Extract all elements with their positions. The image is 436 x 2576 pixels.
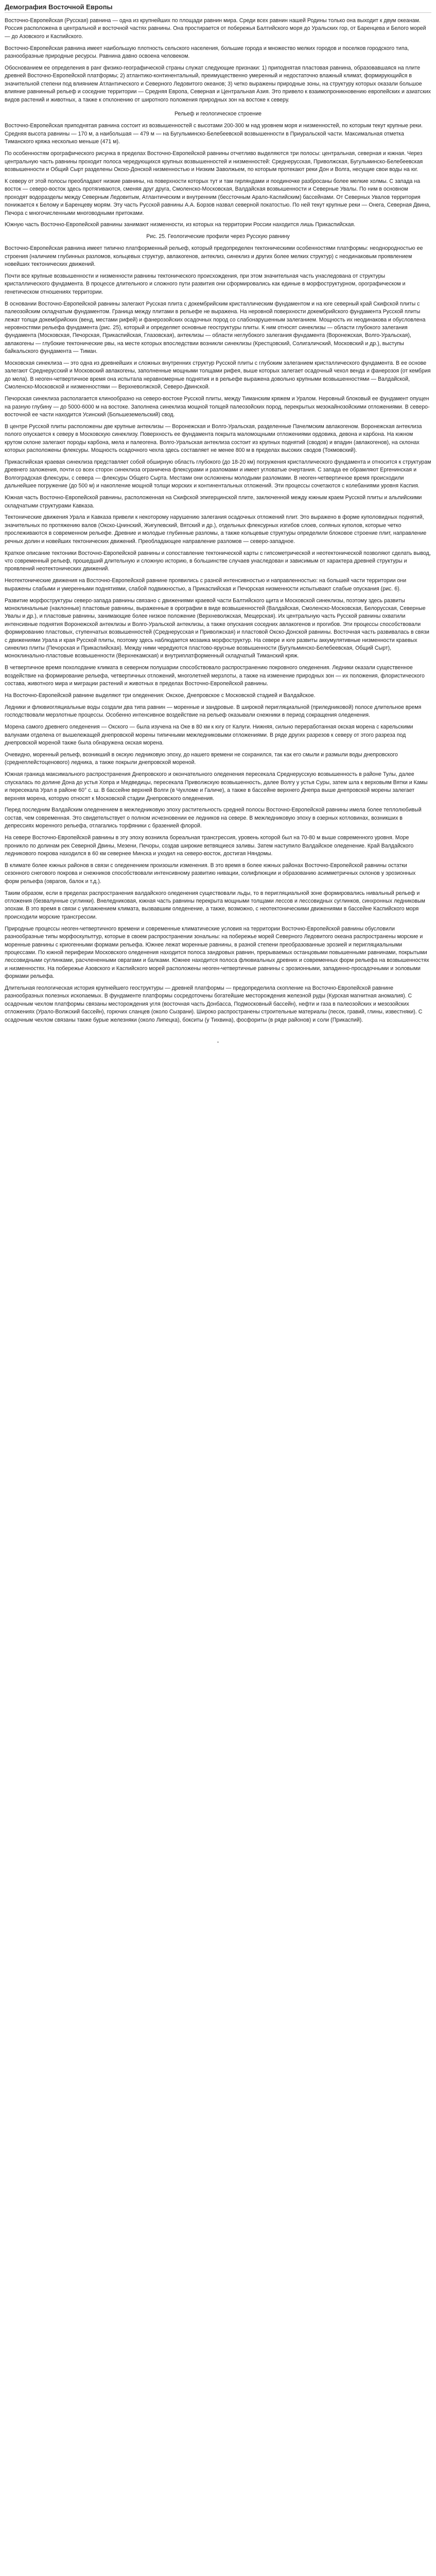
- footer-mark: •: [217, 1040, 219, 1045]
- document-page: [0, 0, 436, 1065]
- page-title: Демография Восточной Европы: [5, 3, 431, 13]
- paragraph: Природные процессы неоген-четвертичного времени и современные климатические условия на территории Восточно-Европейской равнины обусловили разнообразные типы морфоскульптур, которые в своем распространении зональны: на побережье морей Северного Ледовитого океана распространены морские и моренные равнины с криогенными формами рельефа. Южнее лежат моренные равнины, в разной степени преобразованные эрозией и перигляциальными процессами. По южной периферии Московского оледенения находится полоса зандровых равнин, прерываемых останцовыми повышенными равнинами, покрытыми лессовидными суглинками, расчлененными оврагами и балками. Южнее находится полоса флювиальных древних и современных форм рельефа на возвышенностях и низменностях. На побережье Азовского и Каспийского морей расположены неоген-четвертичные равнины с эрозионными, западинно-просадочными и эоловыми формами рельефа.: [5, 925, 429, 980]
- article-body: [5, 17, 431, 1024]
- paragraph: Очевидно, моренный рельеф, возникший в окскую ледниковую эпоху, до нашего времени не сохранился, так как его смыли и размыли воды днепровского (среднеплейстоценового) ледника, а также покрыли днепровской мореной.: [5, 752, 398, 766]
- paragraph: Длительная геологическая история крупнейшего геоструктуры — древней платформы — предопределила скопление на Восточно-Европейской равнине разнообразных полезных ископаемых. В фундаменте платформы сосредоточены богатейшие месторождения железной руды (Курская магнитная аномалия). С осадочным чехлом платформы связаны месторождения угля (восточная часть Донбасса, Подмосковный бассейн), нефти и газа в палеозойских и мезозойских отложениях (Урало-Волжский бассейн), горючих сланцев (около Сызрани). Широко распространены строительные материалы (песок, гравий, глины, известняки). С осадочным чехлом связаны также бурые железняки (около Липецка), бокситы (у Тихвина), фосфориты (в ряде районов) и соли (Прикаспий).: [5, 985, 423, 1023]
- figure-caption: Рис. 25. Геологические профили через Русскую равнину: [146, 233, 290, 240]
- paragraph: По особенностям орографического рисунка в пределах Восточно-Европейской равнины отчетливо выделяются три полосы: центральная, северная и южная. Через центральную часть равнины проходит полоса чередующихся крупных возвышенностей и низменностей: Среднерусская, Приволжская, Бугульминско-Белебеевская возвышенности и Общий Сырт разделены Окско-Донской низменностью и Низким Заволжьем, по которым протекают реки Дон и Волга, несущие свои воды на юг.: [5, 150, 423, 173]
- paragraph: Ледники и флювиогляциальные воды создали два типа равнин — моренные и зандровые. В широкой перигляциальной (приледниковой) полосе длительное время господствовали мерзлотные процессы. Особенно интенсивное воздействие на рельеф оказывали снежники в период сокращения оледенения.: [5, 704, 422, 719]
- paragraph: Неотектонические движения на Восточно-Европейской равнине проявились с разной интенсивностью и направленностью: на большей части территории они выражены слабыми и умеренными поднятиями, слабой подвижностью, а Прикаспийская и Печорская низменности испытывают слабые опускания (рис. 6).: [5, 578, 407, 592]
- paragraph: Развитие морфоструктуры северо-запада равнины связано с движениями краевой части Балтийского щита и Московской синеклизы, поэтому здесь развиты моноклинальные (наклонные) пластовые равнины, выраженные в орографии в виде возвышенностей (Валдайская, Смоленско-Московская, Белорусская, Северные Увалы и др.), и пластовые равнины, занимающие более низкое положение (Верхневолжская, Мещерская). Их центральную часть Русской равнины охватили интенсивные поднятия Воронежской антеклизы и Волго-Уральской антеклизы, а также опускания соседних авлакогенов и прогибов. Эти процессы способствовали формированию пластовых, ступенчатых возвышенностей (Среднерусская и Приволжская) и пластовой Окско-Донской равнины. Восточная часть развивалась в связи с движениями Урала и края Русской плиты, поэтому здесь наблюдается мозаика морфоструктур. На севере и юге развиты аккумулятивные низменности краевых синеклиз плиты (Печорская и Прикаспийская). Между ними чередуются пластово-ярусные возвышенности (Бугульминско-Белебеевская, Общий Сырт), моноклинально-пластовые возвышенности (Верхнекамская) и внутриплатформенный складчатый Тиманский кряж.: [5, 597, 429, 659]
- paragraph: Морена самого древнего оледенения — Окского — была изучена на Оке в 80 км к югу от Калуги. Нижняя, сильно переработанная окская морена с карельскими валунами отделена от вышележащей днепровской морены типичными межледниковыми отложениями. В ряде других разрезов к северу от этого разреза под днепровской мореной также была обнаружена окская морена.: [5, 724, 413, 747]
- paragraph: Прикаспийская краевая синеклиза представляет собой обширную область глубокого (до 18-20 км) погружения кристаллического фундамента и относится к структурам древнего заложения, почти со всех сторон синеклиза ограничена флексурами и разломами и имеет угловатые очертания. С запада ее обрамляют Ергенинская и Волгоградская флексуры, с севера — флексуры Общего Сырта. Местами они осложнены молодыми разломами. В неоген-четвертичное время происходили дальнейшее погружение (до 500 м) и накопление мощной толщи морских и континентальных отложений. Эти процессы сочетаются с колебаниями уровня Каспия.: [5, 459, 431, 489]
- paragraph: Печорская синеклиза располагается клинообразно на северо-востоке Русской плиты, между Тиманским кряжем и Уралом. Неровный блоковый ее фундамент опущен на разную глубину — до 5000-6000 м на востоке. Заполнена синеклиза мощной толщей палеозойских пород, перекрытых мезокайнозойскими отложениями. В северо-восточной ее части находится Усинский (Большеземельский) свод.: [5, 396, 430, 418]
- section-heading: Рельеф и геологическое строение: [174, 111, 262, 117]
- paragraph: На Восточно-Европейской равнине выделяют три оледенения: Окское, Днепровское с Московской стадией и Валдайское.: [5, 692, 316, 699]
- paragraph: Краткое описание тектоники Восточно-Европейской равнины и сопоставление тектонической карты с гипсометрической и неотектонической позволяют сделать вывод, что современный рельеф, прошедший длительную и сложную историю, в большинстве случаев унаследован и зависимым от характера древней структуры и проявлений неотектонических движений.: [5, 550, 431, 572]
- paragraph: Таким образом, если в пределах распространения валдайского оледенения существовали льды, то в перигляциальной зоне формировались нивальный рельеф и отложения (безвалунные суглинки). Внеледниковая, южная часть равнины перекрыта мощными толщами лессов и лессовидных суглинков, синхронных ледниковым эпохам. В это время в связи с увлажнением климата, вызвавшим оледенение, а также, возможно, с неотектоническими движениями в бассейне Каспийского моря происходили морские трансгрессии.: [5, 890, 425, 920]
- paragraph: Южная граница максимального распространения Днепровского и окончательного оледенения пересекала Среднерусскую возвышенность в районе Тулы, далее спускалась по долине Дона до устья Хопра и Медведицы, пересекала Приволжскую возвышенность, далее Волгу у устья Суры, затем шла к верховьям Вятки и Камы и пересекала Урал в районе 60° с. ш. В бассейне верхней Волги (в Чухломе и Галиче), а также в бассейне верхнего Днепра выше днепровской морены залегает верхняя морена, которую относят к Московской стадии Днепровского оледенения.: [5, 771, 428, 802]
- paragraph: На севере Восточно-Европейской равнины в эту эпоху возникла бореальная трансгрессия, уровень которой был на 70-80 м выше современного уровня. Море проникло по долинам рек Северной Двины, Мезени, Печоры, создав широкие ветвящиеся заливы. Затем наступило Валдайское оледенение. Край Валдайского ледникового покрова находился в 60 км севернее Минска и уходил на северо-восток, достигая Няндомы.: [5, 835, 414, 857]
- paragraph: Обоснованием ее определения в ранг физико-географической страны служат следующие признаки: 1) приподнятая пластовая равнина, образовавшаяся на плите древней Восточно-Европейской платформы; 2) атлантико-континентальный, преимущественно умеренный и недостаточно влажный климат, формирующийся в значительной степени под влиянием Атлантического и Северного Ледовитого океанов; 3) четко выражены природные зоны, на структуру которых оказали большое влияние равнинный рельеф и соседние территории — Средняя Европа, Северная и Центральная Азия. Это привело к взаимопроникновению европейских и азиатских видов растений и животных, а также к отклонению от широтного положения природных зон на востоке к северу.: [5, 65, 431, 103]
- paragraph: В основании Восточно-Европейской равнины залегают Русская плита с докембрийским кристаллическим фундаментом и на юге северный край Скифской плиты с палеозойским складчатым фундаментом. Граница между плитами в рельефе не выражена. На неровной поверхности докембрийского фундамента Русской плиты лежат толщи докембрийских (венд, местами рифей) и фанерозойских осадочных пород со слабонарушенным залеганием. Мощность их неодинакова и обусловлена неровностями рельефа фундамента (рис. 25), который и определяет основные геоструктуры плиты. К ним относят синеклизы — области глубокого залегания фундамента (Московская, Печорская, Прикаспийская, Глазовская), антеклизы — области неглубокого залегания фундамента (Воронежская, Волго-Уральская), авлакогены — глубокие тектонические рвы, на месте которых впоследствии возникли синеклизы (Крестцовский, Солигаличский, Московский и др.), выступы байкальского фундамента — Тиман.: [5, 300, 426, 355]
- paragraph: В центре Русской плиты расположены две крупные антеклизы — Воронежская и Волго-Уральская, разделенные Пачелмским авлакогеном. Воронежская антеклиза полого опускается к северу в Московскую синеклизу. Поверхность ее фундамента покрыта маломощными отложениями ордовика, девона и карбона. На южном крутом склоне залегают породы карбона, мела и палеогена. Волго-Уральская антеклиза состоит из крупных поднятий (сводов) и впадин (авлакогенов), на склонах которых расположены флексуры. Мощность осадочного чехла здесь составляет не менее 800 м в пределах высоких сводов (Токмовский).: [5, 423, 422, 454]
- paragraph: В четвертичное время похолодание климата в северном полушарии способствовало распространению покровного оледенения. Ледники оказали существенное воздействие на формирование рельефа, четвертичных отложений, многолетней мерзлоты, а также на изменение природных зон — их положения, флористического состава, животного мира и миграции растений и животных в пределах Восточно-Европейской равнины.: [5, 665, 425, 687]
- paragraph: Тектонические движения Урала и Кавказа привели к некоторому нарушению залегания осадочных отложений плит. Это выражено в форме куполовидных поднятий, значительных по протяжению валов (Окско-Цнинский, Жигулевский, Вятский и др.), отдельных флексурных изгибов слоев, соляных куполов, которые четко прослеживаются в современном рельефе. Древние и молодые глубинные разломы, а также кольцевые структуры определили блоковое строение плит, направление речных долин и новейших тектонических движений. Преобладающее направление разломов — северо-западное.: [5, 514, 427, 545]
- paragraph: Перед последним Валдайским оледенением в межледниковую эпоху растительность средней полосы Восточно-Европейской равнины имела более теплолюбивый состав, чем современная. Это свидетельствует о полном исчезновении ее ледников на севере. В межледниковую эпоху в озерных котловинах, возникших в депрессиях моренного рельефа, отлагались торфяники с бразенией флорой.: [5, 807, 422, 829]
- paragraph: Восточно-Европейская равнина имеет наибольшую плотность сельского населения, большие города и множество мелких городов и поселков городского типа, разнообразные природные ресурсы. Равнина давно освоена человеком.: [5, 45, 409, 60]
- paragraph: В климате более южных районов в связи с оледенением произошли изменения. В это время в более южных районах Восточно-Европейской равнины остатки сезонного снегового покрова и снежников способствовали интенсивному развитию нивации, солифлюкции и образованию асимметричных склонов у эрозионных форм рельефа (оврагов, балок и т.д.).: [5, 862, 416, 885]
- paragraph: Восточно-Европейская равнина имеет типично платформенный рельеф, который предопределен тектоническими особенностями платформы: неоднородностью ее строения (наличием глубинных разломов, кольцевых структур, авлакогенов, антеклиз, синеклиз и других более мелких структур) с неодинаковым проявлением новейших тектонических движений.: [5, 245, 423, 268]
- paragraph: Южную часть Восточно-Европейской равнины занимают низменности, из которых на территории России находится лишь Прикаспийская.: [5, 222, 356, 228]
- paragraph: Почти все крупные возвышенности и низменности равнины тектонического происхождения, при этом значительная часть унаследована от структуры кристаллического фундамента. В процессе длительного и сложного пути развития они сформировались как единые в морфоструктурном, орографическом и генетическом отношениях территории.: [5, 273, 406, 295]
- paragraph: Московская синеклиза — это одна из древнейших и сложных внутренних структур Русской плиты с глубоким залеганием кристаллического фундамента. В ее основе залегают Среднерусский и Московский авлакогены, заполненные мощными толщами рифея, выше которых залегает осадочный чехол венда и фанерозоя (от кембрия до мела). В неоген-четвертичное время она испытала неравномерные поднятия и в рельефе выражена довольно крупными возвышенностями — Валдайской, Смоленско-Московской и низменностями — Верхневолжской, Северо-Двинской.: [5, 360, 431, 391]
- paragraph: К северу от этой полосы преобладают низкие равнины, на поверхности которых тут и там гирляндами и поодиночке разбросаны более мелкие холмы. С запада на восток — северо-восток здесь протягиваются, сменяя друг друга, Смоленско-Московская, Валдайская возвышенности и Северные Увалы. По ним в основном проходят водоразделы между Северным Ледовитым, Атлантическим и внутренним (бессточным Арало-Каспийским) бассейнами. От Северных Увалов территория понижается к Белому и Баренцеву морям. Эту часть Русской равнины А.А. Борзов назвал северной покатостью. По ней текут крупные реки — Онега, Северная Двина, Печора с многочисленными многоводными притоками.: [5, 178, 431, 216]
- paragraph: Восточно-Европейская приподнятая равнина состоит из возвышенностей с высотами 200-300 м над уровнем моря и низменностей, по которым текут крупные реки. Средняя высота равнины — 170 м, а наибольшая — 479 м — на Бугульминско-Белебеевской возвышенности в Приуральской части. Максимальная отметка Тиманского кряжа несколько меньше (471 м).: [5, 123, 423, 145]
- paragraph: Восточно-Европейская (Русская) равнина — одна из крупнейших по площади равнин мира. Среди всех равнин нашей Родины только она выходит к двум океанам. Россия расположена в центральной и восточной частях равнины. Она простирается от побережья Балтийского моря до Уральских гор, от Баренцева и Белого морей — до Азовского и Каспийского.: [5, 18, 426, 40]
- paragraph: Южная часть Восточно-Европейской равнины, расположенная на Скифской эпигерцинской плите, заключенной между южным краем Русской плиты и альпийскими складчатыми структурами Кавказа.: [5, 495, 422, 509]
